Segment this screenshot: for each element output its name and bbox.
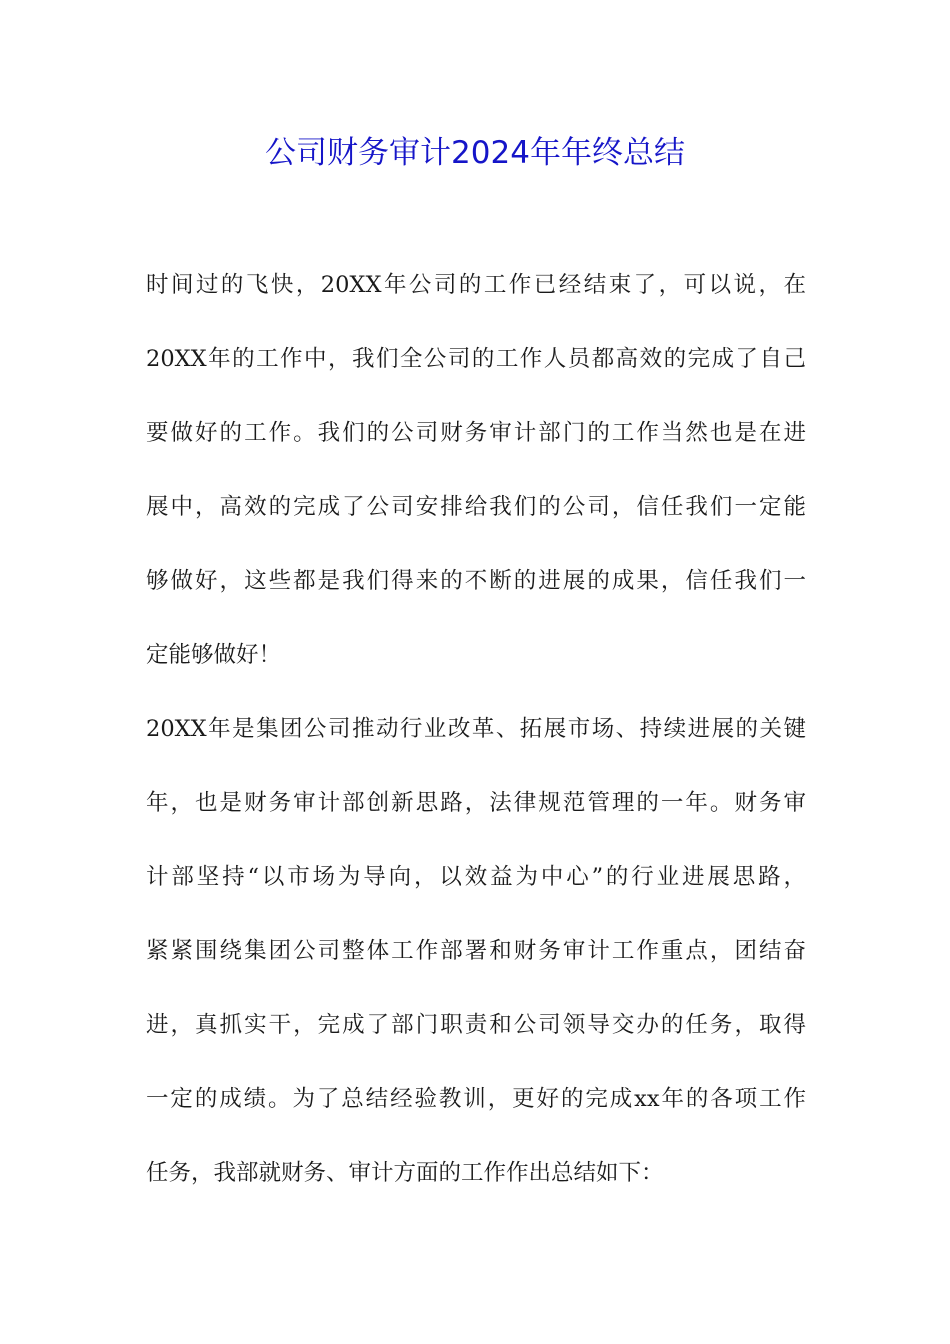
paragraph-line: 进，真抓实干，完成了部门职责和公司领导交办的任务，取得 [146,1012,806,1038]
document-body [146,258,806,1220]
paragraph-line: 紧紧围绕集团公司整体工作部署和财务审计工作重点，团结奋 [146,938,806,964]
paragraph-line: 计部坚持“以市场为导向，以效益为中心”的行业进展思路， [146,864,806,890]
paragraph-line: 够做好，这些都是我们得来的不断的进展的成果，信任我们一 [146,568,806,594]
paragraph-line: 要做好的工作。我们的公司财务审计部门的工作当然也是在进 [146,420,806,446]
paragraph-line: 任务，我部就财务、审计方面的工作作出总结如下： [146,1160,664,1186]
paragraph-line: 展中，高效的完成了公司安排给我们的公司，信任我们一定能 [146,494,806,520]
paragraph-line: 一定的成绩。为了总结经验教训，更好的完成xx年的各项工作 [146,1086,806,1112]
paragraph-line: 年，也是财务审计部创新思路，法律规范管理的一年。财务审 [146,790,806,816]
document-title: 公司财务审计2024年年终总结 [265,135,685,171]
paragraph-line: 20XX年的工作中，我们全公司的工作人员都高效的完成了自己 [146,346,806,372]
paragraph-line: 时间过的飞快，20XX年公司的工作已经结束了，可以说，在 [146,272,806,298]
paragraph-line: 20XX年是集团公司推动行业改革、拓展市场、持续进展的关键 [146,716,806,742]
paragraph-line: 定能够做好！ [146,642,282,668]
